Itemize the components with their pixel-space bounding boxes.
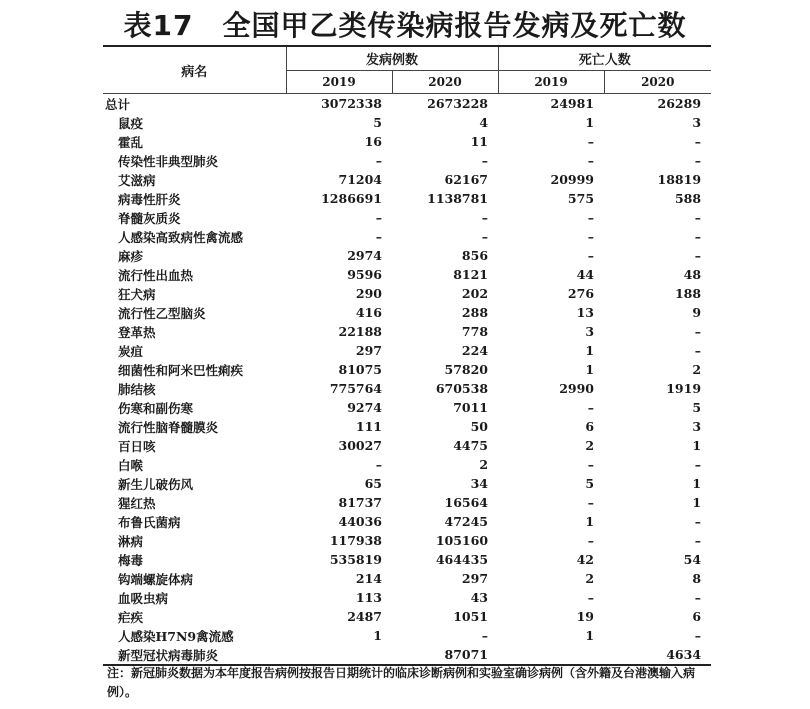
cases-2020-cell: 1138781 [427,191,489,206]
cases-2020-cell: 34 [470,476,489,491]
cases-2020-cell: 856 [461,248,489,263]
deaths-2020-cell: 2 [692,362,702,377]
deaths-2020-cell: 188 [674,286,702,301]
table-row [103,379,711,398]
cases-2020-cell: 4475 [453,438,489,453]
cases-2019-cell: 775764 [329,381,382,396]
table-row [103,417,711,436]
cases-2020-cell: – [481,210,489,225]
cases-2019-cell: 297 [355,343,382,358]
table-row [103,531,711,550]
deaths-2020-cell: 1 [692,476,702,491]
cases-2019-cell: 22188 [338,324,382,339]
table-row [103,645,711,665]
table-row [103,322,711,341]
deaths-2019-cell: – [587,400,595,415]
deaths-2019-cell: 19 [576,609,595,624]
disease-name-cell: 传染性非典型肺炎 [118,153,219,169]
deaths-2019-cell: 42 [576,552,595,567]
deaths-2019-cell: – [587,153,595,168]
disease-name-cell: 新型冠状病毒肺炎 [103,645,286,665]
disease-name-cell: 疟疾 [118,609,144,625]
cases-2020-cell: – [481,229,489,244]
cases-2019-cell: 81737 [338,495,382,510]
deaths-2019-cell: 1 [585,362,595,377]
deaths-2020-cell: 9 [692,305,702,320]
deaths-2020-cell: 54 [683,552,702,567]
table-body [103,94,711,666]
table-row [103,626,711,645]
deaths-2020-cell: – [694,457,702,472]
cases-2019-cell: 1 [373,628,382,643]
cases-2019-cell: – [375,457,382,472]
cases-2019-cell: 71204 [338,172,382,187]
cases-2019-cell: – [375,210,382,225]
cases-2019-cell: 16 [364,134,382,149]
cases-2020-cell: 43 [470,590,489,605]
cases-2019-cell: 214 [355,571,382,586]
cases-2020-cell: 87071 [392,645,498,665]
table-row [103,512,711,531]
deaths-2019-cell: – [587,533,595,548]
table-header [103,46,711,94]
cases-2020-cell: 50 [470,419,489,434]
cases-2020-cell: 105160 [435,533,489,548]
deaths-2020-cell: 6 [692,609,702,624]
deaths-2019-cell: 1 [585,628,595,643]
deaths-2019-cell: 2 [585,438,595,453]
table-row [103,474,711,493]
table-row-total [103,94,711,114]
table-row [103,132,711,151]
deaths-2020-cell: – [694,628,702,643]
deaths-2020-cell: 8 [692,571,702,586]
deaths-2020-cell: 588 [674,191,702,206]
deaths-2019-cell: – [587,210,595,225]
table-row [103,208,711,227]
column-header-disease-name: 病名 [103,46,286,94]
disease-name-cell: 人感染高致病性禽流感 [118,229,244,245]
deaths-2019-cell: 1 [585,343,595,358]
disease-name-cell: 流行性乙型脑炎 [118,305,206,321]
disease-name-cell: 伤寒和副伤寒 [118,400,194,416]
table-row [103,569,711,588]
cases-2019-cell: 9274 [347,400,382,415]
table-row [103,398,711,417]
deaths-2019-cell [498,645,604,665]
deaths-2020-cell: – [694,210,702,225]
column-header-deaths-2019: 2019 [498,71,604,94]
disease-name-cell: 梅毒 [118,552,144,568]
deaths-2020-cell: 5 [692,400,702,415]
deaths-2019-cell: 44 [576,267,595,282]
cases-2020-cell: 2673228 [427,96,489,111]
disease-name-cell: 炭疽 [118,343,144,359]
cases-2020-cell: 2 [479,457,489,472]
disease-name-cell: 鼠疫 [118,115,144,131]
deaths-2020-cell: – [694,514,702,529]
disease-name-cell: 霍乱 [118,134,144,150]
deaths-2020-cell: – [694,229,702,244]
page-title: 表17 全国甲乙类传染病报告发病及死亡数 [123,9,687,42]
table-row [103,455,711,474]
column-group-cases: 发病例数 [286,46,498,71]
disease-name-cell: 淋病 [118,533,144,549]
table-row [103,607,711,626]
disease-name-cell: 麻疹 [118,248,144,264]
cases-2020-cell: 4 [479,115,489,130]
cases-2020-cell: 778 [461,324,489,339]
disease-name-cell: 细菌性和阿米巴性痢疾 [118,362,244,378]
cases-2019-cell: 1286691 [321,191,382,206]
deaths-2019-cell: 2 [585,571,595,586]
deaths-2019-cell: – [587,495,595,510]
column-group-deaths: 死亡人数 [498,46,711,71]
deaths-2020-cell: 18819 [657,172,702,187]
disease-name-cell: 钩端螺旋体病 [118,571,194,587]
table-row [103,284,711,303]
cases-2020-cell: 16564 [444,495,489,510]
table-row [103,170,711,189]
deaths-2020-cell: – [694,248,702,263]
deaths-2019-cell: 5 [585,476,595,491]
column-header-deaths-2020: 2020 [604,71,711,94]
table-row [103,550,711,569]
cases-2019-cell: 111 [355,419,382,434]
disease-statistics-table [103,45,711,666]
cases-2019-cell: 2487 [347,609,382,624]
deaths-2020-cell: – [694,153,702,168]
disease-name-cell: 狂犬病 [118,286,156,302]
table-row [103,360,711,379]
table-row [103,189,711,208]
cases-2020-cell: 202 [461,286,489,301]
deaths-2019-cell: 1 [585,115,595,130]
table-row [103,436,711,455]
disease-table-container [103,45,711,666]
cases-2019-cell [286,645,392,665]
cases-2020-cell: 62167 [444,172,489,187]
cases-2019-cell: 2974 [347,248,382,263]
cases-2019-cell: 535819 [329,552,382,567]
cases-2020-cell: 8121 [453,267,489,282]
cases-2019-cell: 30027 [338,438,382,453]
cases-2019-cell: – [375,229,382,244]
deaths-2019-cell: 24981 [550,96,595,111]
deaths-2019-cell: – [587,590,595,605]
disease-name-cell: 白喉 [118,457,144,473]
deaths-2020-cell: 48 [683,267,702,282]
disease-name-cell: 新生儿破伤风 [118,476,194,492]
cases-2019-cell: 117938 [329,533,382,548]
deaths-2019-cell: 3 [585,324,595,339]
deaths-2019-cell: – [587,248,595,263]
table-row [103,265,711,284]
cases-2020-cell: – [481,153,489,168]
disease-name-cell: 脊髓灰质炎 [118,210,181,226]
disease-name-cell: 百日咳 [118,438,156,454]
cases-2020-cell: 11 [470,134,489,149]
deaths-2020-cell: 26289 [657,96,702,111]
disease-name-cell: 布鲁氏菌病 [118,514,181,530]
cases-2019-cell: 65 [364,476,382,491]
deaths-2019-cell: – [587,229,595,244]
deaths-2020-cell: 1 [692,495,702,510]
table-row [103,246,711,265]
deaths-2019-cell: 276 [567,286,595,301]
deaths-2020-cell: – [694,343,702,358]
deaths-2020-cell: – [694,324,702,339]
cases-2020-cell: 57820 [444,362,489,377]
disease-name-cell: 流行性出血热 [118,267,194,283]
deaths-2020-cell: 4634 [604,645,711,665]
deaths-2020-cell: – [694,590,702,605]
deaths-2019-cell: – [587,457,595,472]
deaths-2020-cell: – [694,134,702,149]
deaths-2019-cell: 6 [585,419,595,434]
cases-2019-cell: 290 [355,286,382,301]
disease-name-cell: 病毒性肝炎 [118,191,181,207]
deaths-2020-cell: 1919 [666,381,702,396]
table-row [103,227,711,246]
cases-2020-cell: 288 [461,305,489,320]
cases-2020-cell: 1051 [453,609,489,624]
disease-name-cell: 人感染H7N9禽流感 [118,628,234,644]
table-row [103,493,711,512]
deaths-2020-cell: 3 [692,419,702,434]
cases-2019-cell: 416 [355,305,382,320]
table-row [103,303,711,322]
deaths-2019-cell: 1 [585,514,595,529]
deaths-2020-cell: 3 [692,115,702,130]
deaths-2019-cell: 575 [567,191,595,206]
disease-name-cell: 肺结核 [118,381,156,397]
disease-name-cell: 血吸虫病 [118,590,169,606]
deaths-2019-cell: 13 [576,305,595,320]
cases-2019-cell: 44036 [338,514,382,529]
deaths-2020-cell: – [694,533,702,548]
footnote: 注：新冠肺炎数据为本年度报告病例按报告日期统计的临床诊断病例和实验室确诊病例（含外籍及台港澳输入病例）。 [107,666,696,699]
column-header-cases-2020: 2020 [392,71,498,94]
cases-2020-cell: 464435 [435,552,489,567]
cases-2020-cell: 224 [461,343,489,358]
cases-2019-cell: 3072338 [321,96,382,111]
disease-name-cell: 猩红热 [118,495,156,511]
column-header-cases-2019: 2019 [286,71,392,94]
disease-name-cell: 登革热 [118,324,156,340]
table-row [103,341,711,360]
cases-2020-cell: 47245 [444,514,489,529]
deaths-2019-cell: 20999 [550,172,595,187]
cases-2019-cell: 5 [373,115,382,130]
table-row [103,588,711,607]
cases-2020-cell: 297 [461,571,489,586]
disease-name-cell: 流行性脑脊髓膜炎 [118,419,219,435]
table-row [103,113,711,132]
cases-2020-cell: 7011 [453,400,489,415]
deaths-2019-cell: – [587,134,595,149]
table-row [103,151,711,170]
cases-2019-cell: 9596 [347,267,382,282]
disease-name-cell: 艾滋病 [118,172,156,188]
deaths-2020-cell: 1 [692,438,702,453]
cases-2019-cell: – [375,153,382,168]
disease-name-cell: 总计 [105,96,131,112]
cases-2019-cell: 81075 [338,362,382,377]
cases-2019-cell: 113 [355,590,382,605]
deaths-2019-cell: 2990 [559,381,595,396]
cases-2020-cell: – [481,628,489,643]
cases-2020-cell: 670538 [435,381,489,396]
